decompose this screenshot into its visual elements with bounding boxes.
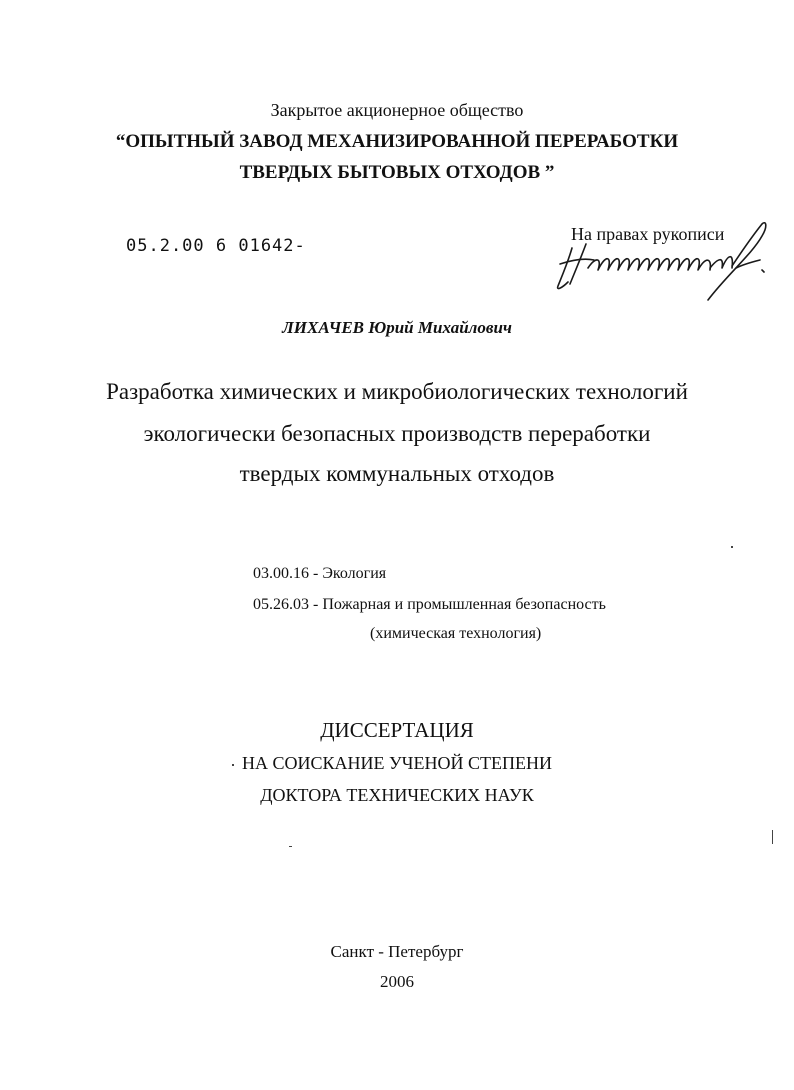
organization-name-line-1: “ОПЫТНЫЙ ЗАВОД МЕХАНИЗИРОВАННОЙ ПЕРЕРАБОТКИ — [115, 131, 679, 152]
scan-speck — [232, 764, 234, 766]
scan-speck — [289, 846, 292, 847]
organization-type: Закрытое акционерное общество — [270, 100, 524, 120]
degree-line-2: ДОКТОРА ТЕХНИЧЕСКИХ НАУК — [260, 785, 534, 805]
degree-line-1: НА СОИСКАНИЕ УЧЕНОЙ СТЕПЕНИ — [242, 753, 552, 773]
dissertation-title-line-3: твердых коммунальных отходов — [239, 461, 555, 486]
dissertation-title-line-2: экологически безопасных производств переработки — [143, 421, 651, 446]
manuscript-rights-note: На правах рукописи — [571, 224, 725, 244]
dissertation-title-line-1: Разработка химических и микробиологических технологий — [106, 379, 688, 404]
organization-name-line-2: ТВЕРДЫХ БЫТОВЫХ ОТХОДОВ ” — [239, 162, 555, 183]
author-name: ЛИХАЧЕВ Юрий Михайлович — [282, 318, 512, 337]
specialty-code-safety: 05.26.03 - Пожарная и промышленная безопасность — [253, 596, 606, 613]
handwritten-signature — [548, 218, 778, 302]
publication-year: 2006 — [380, 972, 414, 991]
catalog-number: 05.2.00 6 01642- — [126, 236, 306, 256]
scan-speck — [772, 830, 773, 844]
specialty-code-ecology: 03.00.16 - Экология — [253, 565, 387, 582]
publication-city: Санкт - Петербург — [330, 942, 464, 961]
document-type: ДИССЕРТАЦИЯ — [320, 718, 474, 742]
specialty-safety-subtitle: (химическая технология) — [370, 625, 542, 642]
scan-speck — [731, 546, 733, 548]
